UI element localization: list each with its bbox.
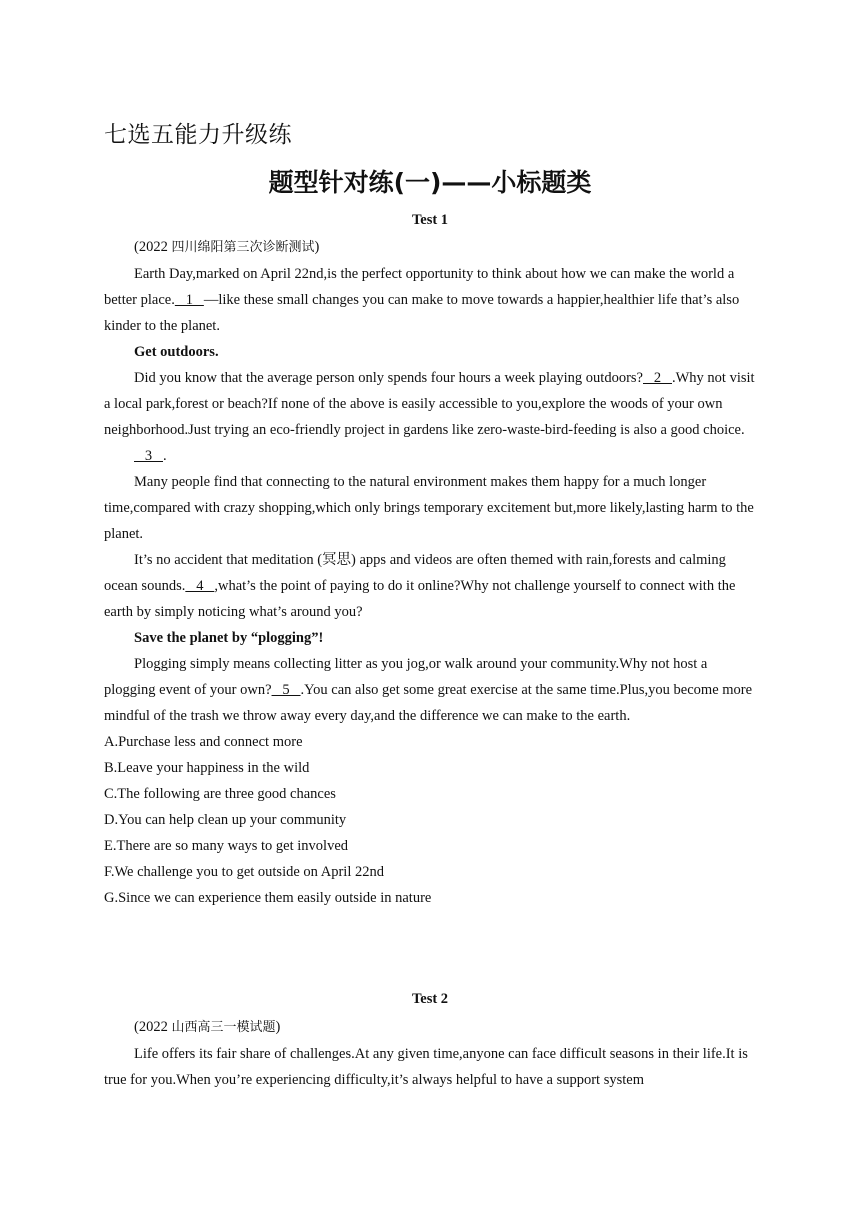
test1-source: (2022 四川绵阳第三次诊断测试) bbox=[134, 239, 320, 255]
blank-1: 1 bbox=[174, 292, 204, 308]
test1-paragraph-4: Many people find that connecting to the natural environment makes them happy for a much longer time,compared with crazy shopping,which only brings temporary excitement but,more likely,lasting harm to the planet. bbox=[104, 474, 754, 542]
blank-2: 2 bbox=[643, 370, 672, 386]
section-title: 七选五能力升级练 bbox=[104, 122, 292, 148]
option-g: G.Since we can experience them easily outside in nature bbox=[104, 890, 432, 906]
blank-5: 5 bbox=[271, 682, 301, 698]
test2-source: (2022 山西高三一模试题) bbox=[134, 1019, 281, 1035]
test1-paragraph-5: It’s no accident that meditation (冥思) apps and videos are often themed with rain,forests and calming ocean sounds. 4 ,what’s the point of paying to do it online?Why not challenge yourself to connect with the earth by simply noticing what’s around you? bbox=[104, 552, 736, 620]
test2-paragraph-1: Life offers its fair share of challenges.At any given time,anyone can face difficult seasons in their life.It is true for you.When you’re experiencing difficulty,it’s always helpful to have a support system bbox=[104, 1046, 748, 1088]
blank-3: 3 bbox=[134, 448, 163, 464]
option-e: E.There are so many ways to get involved bbox=[104, 838, 349, 854]
test1-paragraph-1: Earth Day,marked on April 22nd,is the perfect opportunity to think about how we can make the world a better place. 1 —like these small changes you can make to move towards a happier,healthier life that’s also kinder to the planet. bbox=[104, 266, 740, 334]
test1-heading-2: Save the planet by “plogging”! bbox=[134, 630, 324, 646]
main-title: 题型针对练(一)——小标题类 bbox=[268, 168, 592, 197]
option-f: F.We challenge you to get outside on April 22nd bbox=[104, 864, 384, 880]
options-list bbox=[104, 729, 756, 911]
test1-paragraph-6: Plogging simply means collecting litter as you jog,or walk around your community.Why not host a plogging event of your own? 5 .You can also get some great exercise at the same time.Plus,you become more mindful of the trash we throw away every day,and the difference we can make to the earth. bbox=[104, 656, 753, 724]
test1-passage bbox=[104, 234, 756, 911]
option-c: C.The following are three good chances bbox=[104, 786, 336, 802]
option-b: B.Leave your happiness in the wild bbox=[104, 760, 310, 776]
test1-heading-1: Get outdoors. bbox=[134, 344, 219, 360]
test2-passage bbox=[104, 1014, 756, 1093]
option-d: D.You can help clean up your community bbox=[104, 812, 347, 828]
option-a: A.Purchase less and connect more bbox=[104, 734, 303, 750]
test1-paragraph-3: 3 . bbox=[134, 448, 167, 464]
test1-label: Test 1 bbox=[411, 212, 449, 228]
test2-label: Test 2 bbox=[411, 991, 449, 1007]
test1-paragraph-2: Did you know that the average person only spends four hours a week playing outdoors? 2 .Why not visit a local park,forest or beach?If none of the above is easily accessible to you,explore the woods of your own neighborhood.Just trying an eco-friendly project in gardens like zero-waste-bird-feeding is also a good choice. bbox=[104, 370, 755, 438]
blank-4: 4 bbox=[185, 578, 215, 594]
